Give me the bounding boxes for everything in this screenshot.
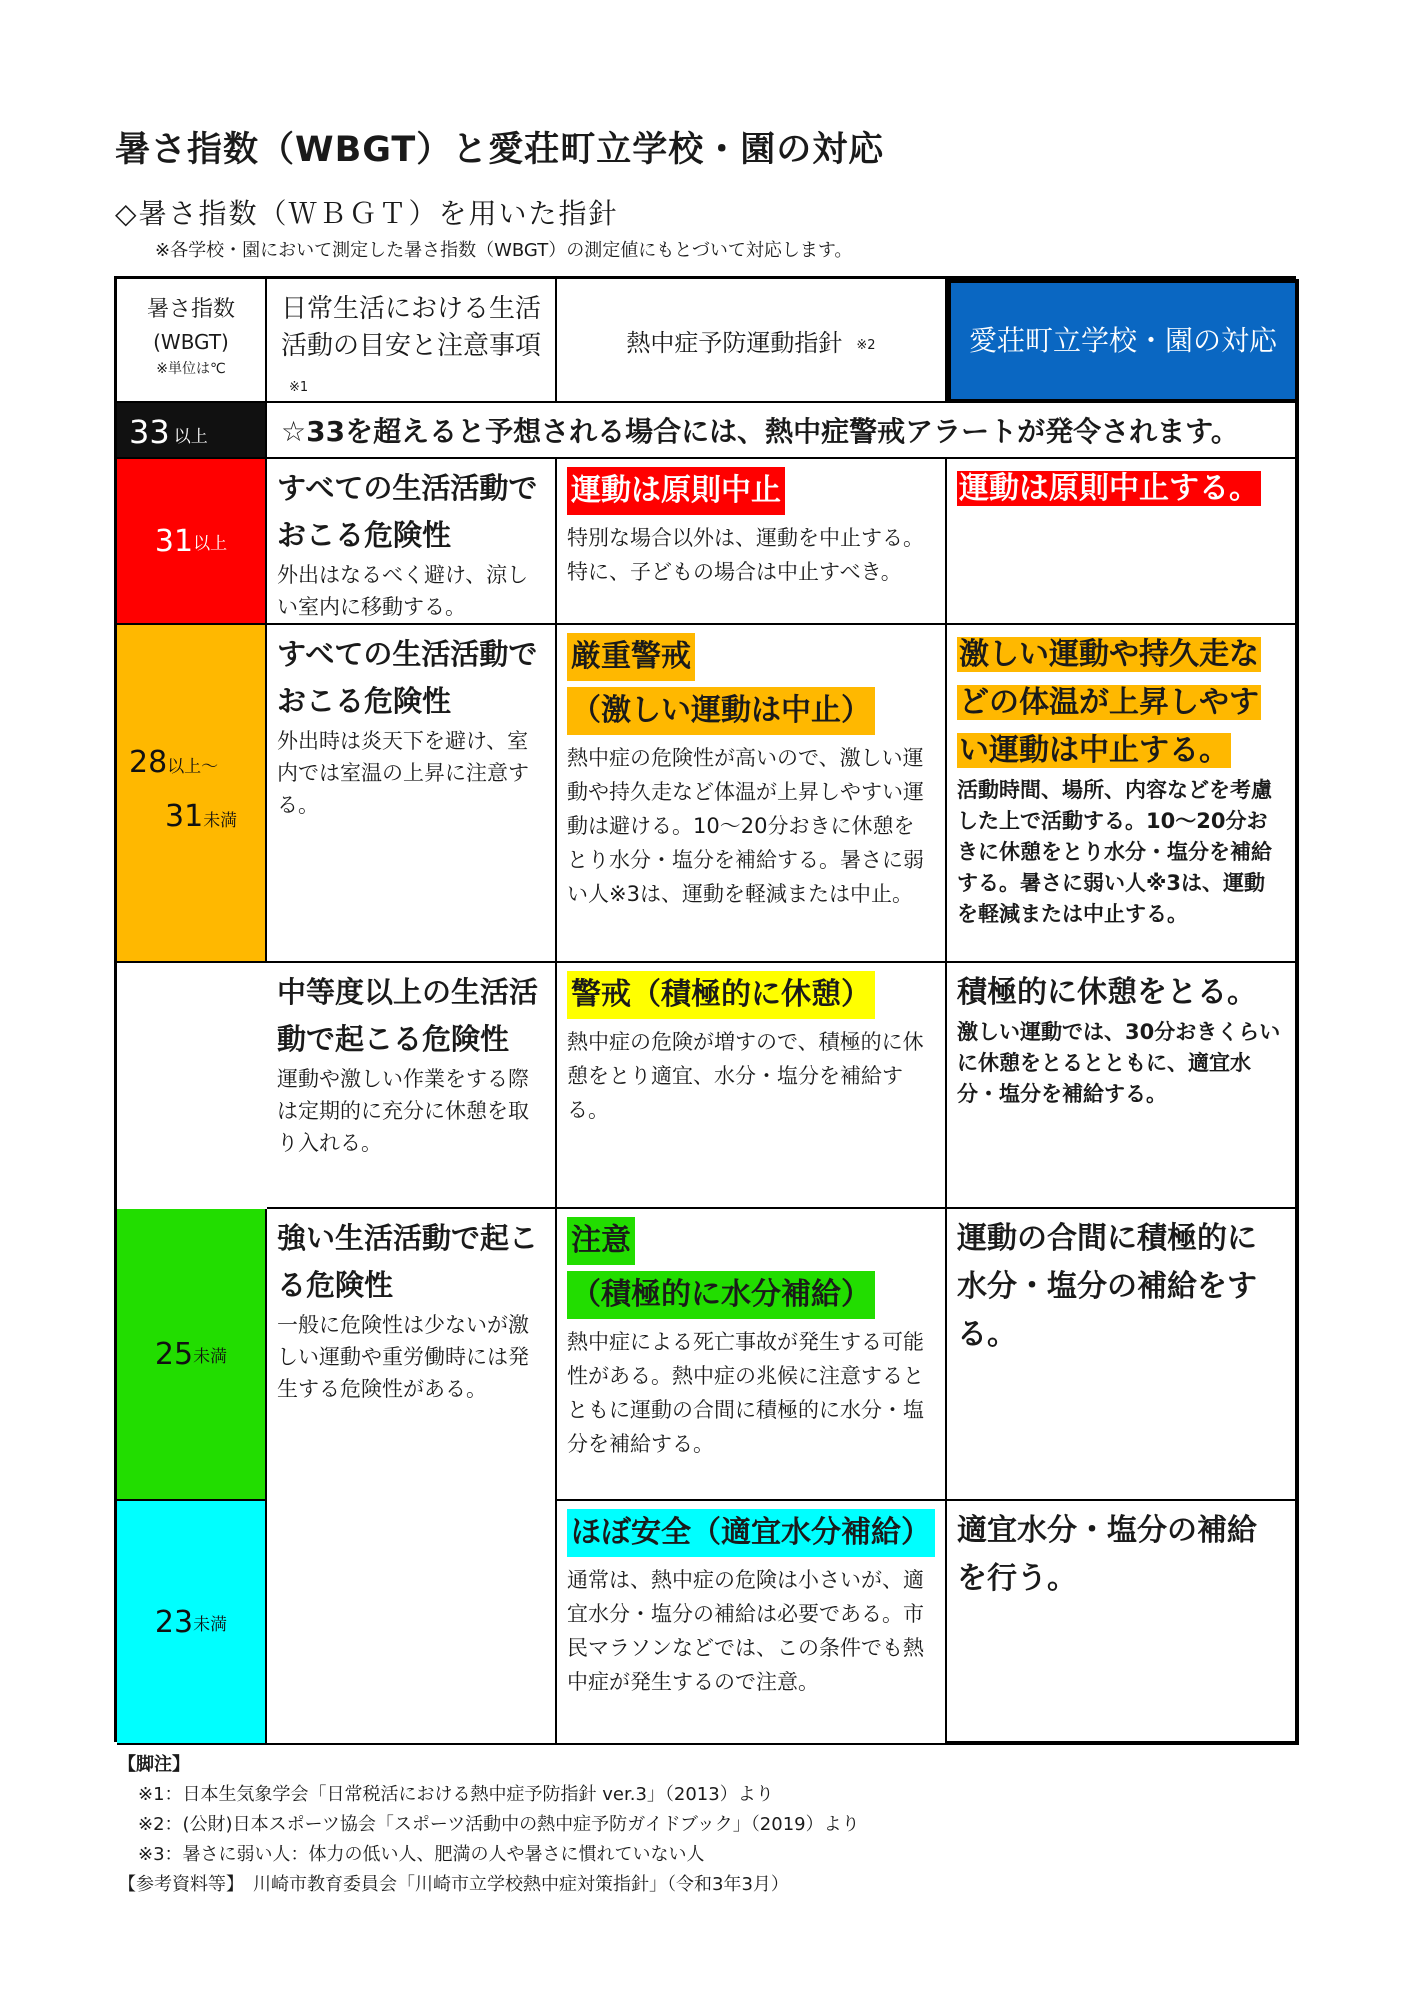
wbgt-23-suffix: 未満 bbox=[193, 1614, 228, 1635]
school-23-cell bbox=[947, 1501, 1299, 1745]
exercise-25-28-cell bbox=[557, 963, 947, 1209]
life-25-28-risk: 中等度以上の生活活動で起こる危険性 bbox=[277, 975, 539, 1056]
school-25-response: 運動の合間に積極的に水分・塩分の補給をする。 bbox=[957, 1221, 1257, 1352]
wbgt-31-value: 31 bbox=[154, 523, 194, 559]
exercise-31-tag: 運動は原則中止 bbox=[567, 467, 785, 515]
alert-level-suffix: 以上 bbox=[173, 427, 208, 447]
subtitle: ◇暑さ指数（ＷＢＧＴ）を用いた指針 bbox=[115, 197, 619, 230]
exercise-28-tag2: （激しい運動は中止） bbox=[567, 687, 875, 735]
life-25-risk: 強い生活活動で起こる危険性 bbox=[277, 1221, 539, 1302]
exercise-25-tag: 注意 bbox=[567, 1217, 635, 1265]
wbgt-31-suffix: 以上 bbox=[193, 533, 228, 554]
alert-message: ☆33を超えると予想される場合には、熱中症警戒アラートが発令されます。 bbox=[281, 415, 1239, 448]
measurement-note: ※各学校・園において測定した暑さ指数（WBGT）の測定値にもとづいて対応します。 bbox=[155, 240, 853, 261]
page-title: 暑さ指数（WBGT）と愛荘町立学校・園の対応 bbox=[115, 130, 885, 170]
wbgt-23-cell bbox=[117, 1501, 267, 1745]
wbgt-25-value: 25 bbox=[154, 1336, 194, 1372]
footnote-2: ※2：(公財)日本スポーツ協会「スポーツ活動中の熱中症予防ガイドブック」（2019）より bbox=[138, 1814, 860, 1835]
header-school bbox=[947, 279, 1299, 403]
life-28-cell bbox=[267, 625, 557, 963]
header-exercise-note: ※2 bbox=[856, 337, 876, 353]
header-life-label: 日常生活における生活活動の目安と注意事項 bbox=[281, 294, 542, 361]
header-wbgt-label: 暑さ指数 bbox=[146, 297, 235, 322]
life-25-cell bbox=[267, 1209, 557, 1745]
header-exercise-label: 熱中症予防運動指針 bbox=[626, 328, 843, 357]
header-wbgt-abbr: (WBGT) bbox=[153, 330, 229, 354]
school-28-response: 激しい運動や持久走などの体温が上昇しやすい運動は中止する。 bbox=[959, 637, 1259, 768]
exercise-25-text: 熱中症による死亡事故が発生する可能性がある。熱中症の兆候に注意するとともに運動の合間に積極的に水分・塩分を補給する。 bbox=[567, 1330, 924, 1456]
header-exercise bbox=[557, 279, 947, 403]
life-25-28-advice: 運動や激しい作業をする際は定期的に充分に休憩を取り入れる。 bbox=[277, 1067, 529, 1155]
life-31-advice: 外出はなるべく避け、涼しい室内に移動する。 bbox=[277, 563, 529, 619]
school-31-cell bbox=[947, 459, 1299, 625]
wbgt-28-31-cell bbox=[117, 625, 267, 963]
wbgt-25-suffix: 未満 bbox=[193, 1346, 228, 1367]
exercise-31-cell bbox=[557, 459, 947, 625]
header-school-label: 愛荘町立学校・園の対応 bbox=[969, 324, 1278, 357]
life-28-advice: 外出時は炎天下を避け、室内では室温の上昇に注意する。 bbox=[277, 729, 529, 817]
alert-level bbox=[117, 403, 267, 459]
exercise-28-text: 熱中症の危険性が高いので、激しい運動や持久走など体温が上昇しやすい運動は避ける。10～20分おきに休憩をとり水分・塩分を補給する。暑さに弱い人※3は、運動を軽減または中止。 bbox=[567, 746, 924, 906]
life-31-risk: すべての生活活動でおこる危険性 bbox=[277, 471, 538, 552]
footnote-3: ※3：暑さに弱い人：体力の低い人、肥満の人や暑さに慣れていない人 bbox=[138, 1844, 705, 1865]
header-life bbox=[267, 279, 557, 403]
exercise-23-text: 通常は、熱中症の危険は小さいが、適宜水分・塩分の補給は必要である。市民マラソンなどでは、この条件でも熱中症が発生するので注意。 bbox=[567, 1568, 924, 1694]
school-25-cell bbox=[947, 1209, 1299, 1501]
wbgt-28-31-high: 31 bbox=[165, 799, 204, 834]
life-25-28-cell bbox=[267, 963, 557, 1209]
exercise-23-tag: ほぼ安全（適宜水分補給） bbox=[567, 1509, 935, 1557]
wbgt-31-cell bbox=[117, 459, 267, 625]
footnote-label: 【脚注】 bbox=[118, 1754, 190, 1775]
exercise-23-cell bbox=[557, 1501, 947, 1745]
life-25-advice: 一般に危険性は少ないが激しい運動や重労働時には発生する危険性がある。 bbox=[277, 1313, 529, 1401]
school-25-28-detail: 激しい運動では、30分おきくらいに休憩をとるとともに、適宜水分・塩分を補給する。 bbox=[957, 1020, 1281, 1106]
wbgt-table bbox=[114, 276, 1296, 1742]
footnote-1: ※1：日本生気象学会「日常税活における熱中症予防指針 ver.3」（2013）より bbox=[138, 1784, 774, 1805]
header-wbgt-unit: ※単位は℃ bbox=[156, 361, 226, 377]
exercise-28-cell bbox=[557, 625, 947, 963]
wbgt-28-31-low-suffix: 以上～ bbox=[167, 757, 219, 777]
wbgt-25-cell bbox=[117, 1209, 267, 1501]
header-life-note: ※1 bbox=[289, 380, 309, 395]
life-28-risk: すべての生活活動でおこる危険性 bbox=[277, 637, 538, 718]
header-wbgt bbox=[117, 279, 267, 403]
exercise-25-28-text: 熱中症の危険が増すので、積極的に休憩をとり適宜、水分・塩分を補給する。 bbox=[567, 1030, 924, 1122]
school-23-response: 適宜水分・塩分の補給を行う。 bbox=[957, 1513, 1257, 1596]
reference: 【参考資料等】 川崎市教育委員会「川崎市立学校熱中症対策指針」（令和3年3月） bbox=[118, 1874, 789, 1895]
wbgt-28-31-low: 28 bbox=[129, 745, 168, 780]
exercise-25-cell bbox=[557, 1209, 947, 1501]
wbgt-28-31-high-suffix: 未満 bbox=[203, 811, 238, 831]
exercise-25-28-tag: 警戒（積極的に休憩） bbox=[567, 971, 875, 1019]
school-31-response: 運動は原則中止する。 bbox=[959, 471, 1259, 506]
school-28-detail: 活動時間、場所、内容などを考慮した上で活動する。10～20分おきに休憩をとり水分・塩分を補給する。暑さに弱い人※3は、運動を軽減または中止する。 bbox=[957, 778, 1272, 926]
wbgt-23-value: 23 bbox=[154, 1604, 194, 1640]
alert-level-value: 33 bbox=[129, 413, 170, 451]
life-31-cell bbox=[267, 459, 557, 625]
exercise-31-text: 特別な場合以外は、運動を中止する。特に、子どもの場合は中止すべき。 bbox=[567, 526, 924, 584]
school-28-cell bbox=[947, 625, 1299, 963]
exercise-25-tag2: （積極的に水分補給） bbox=[567, 1271, 875, 1319]
exercise-28-tag: 厳重警戒 bbox=[567, 633, 695, 681]
school-25-28-response: 積極的に休憩をとる。 bbox=[957, 975, 1257, 1010]
school-25-28-cell bbox=[947, 963, 1299, 1209]
alert-text bbox=[267, 403, 1299, 459]
